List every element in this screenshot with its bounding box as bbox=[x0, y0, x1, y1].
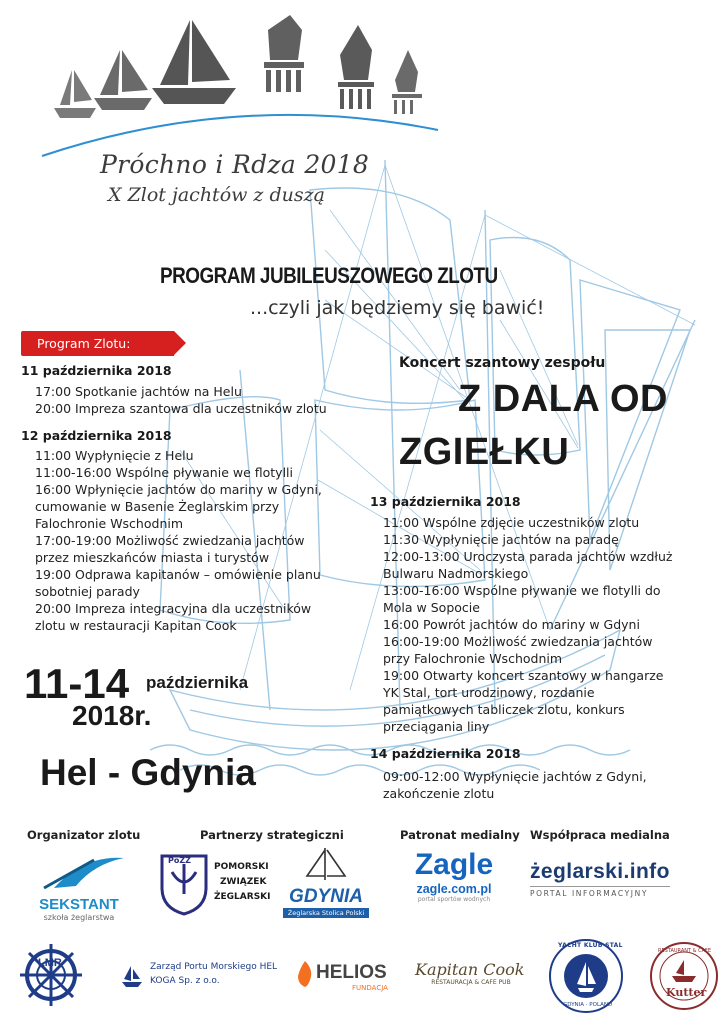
day-2-event: cumowanie w Basenie Żeglarskim przy bbox=[35, 499, 280, 514]
day-3-event: przy Falochronie Wschodnim bbox=[383, 651, 563, 666]
band-name-line-2: ZGIEŁKU bbox=[399, 431, 570, 473]
day-2-event: 11:00 Wypłynięcie z Helu bbox=[35, 448, 194, 463]
day-2-event: Falochronie Wschodnim bbox=[35, 516, 184, 531]
sekstant-logo[interactable] bbox=[24, 850, 134, 920]
sekstant-name: SEKSTANT bbox=[39, 896, 119, 913]
port-ship-icon bbox=[120, 964, 144, 988]
day-2-event: 16:00 Wpłynięcie jachtów do mariny w Gdyni, bbox=[35, 482, 322, 497]
lmr-helm-icon bbox=[18, 942, 84, 1008]
day-2-event: 20:00 Impreza integracyjna dla uczestników bbox=[35, 601, 312, 616]
day-3-event: 13:00-16:00 Wspólne pływanie we flotylli do bbox=[383, 583, 661, 598]
zagle-url: zagle.com.pl bbox=[416, 882, 492, 896]
gdynia-name: GDYNIA bbox=[289, 886, 363, 907]
pzz-logo[interactable] bbox=[158, 848, 270, 918]
day-2-event: sobotniej parady bbox=[35, 584, 140, 599]
day-1-event: 20:00 Impreza szantowa dla uczestników zlotu bbox=[35, 401, 327, 416]
helios-tagline: FUNDACJA bbox=[352, 984, 388, 992]
helios-flame-icon bbox=[294, 960, 316, 988]
sekstant-tagline: szkoła żeglarstwa bbox=[43, 913, 115, 922]
yk-stal-name: YACHT KLUB STAL bbox=[558, 942, 623, 949]
zeglarski-info-logo[interactable] bbox=[530, 860, 710, 910]
zagle-tagline: portal sportów wodnych bbox=[417, 896, 491, 903]
pzz-line-2: ZWIĄZEK bbox=[220, 877, 267, 887]
pzz-badge: PoZŻ bbox=[168, 856, 191, 865]
route-title: Hel - Gdynia bbox=[40, 752, 256, 793]
day-1-date: 11 października 2018 bbox=[21, 363, 172, 378]
day-3-event: 16:00-19:00 Możliwość zwiedzania jachtów bbox=[383, 634, 653, 649]
pzz-line-1: POMORSKI bbox=[214, 862, 269, 872]
day-4-event: zakończenie zlotu bbox=[383, 786, 495, 801]
port-line-1: Zarząd Portu Morskiego HEL bbox=[150, 962, 278, 972]
organizer-heading: Organizator zlotu bbox=[27, 828, 141, 842]
gdynia-logo[interactable] bbox=[283, 846, 369, 918]
zagle-name: Zagle bbox=[414, 848, 494, 881]
day-3-event: 16:00 Powrót jachtów do mariny w Gdyni bbox=[383, 617, 640, 632]
kutter-name: Kutter bbox=[666, 986, 707, 999]
sekstant-sail-icon bbox=[24, 850, 134, 892]
kapitan-cook-tagline: RESTAURACJA & CAFE PUB bbox=[431, 979, 511, 986]
day-2-event: 11:00-16:00 Wspólne pływanie we flotylli bbox=[35, 465, 293, 480]
zeglarski-tagline: PORTAL INFORMACYJNY bbox=[530, 886, 670, 898]
program-subheading: ...czyli jak będziemy się bawić! bbox=[250, 297, 545, 319]
event-subtitle: X Zlot jachtów z duszą bbox=[108, 184, 325, 206]
day-4-event: 09:00-12:00 Wypłynięcie jachtów z Gdyni, bbox=[383, 769, 647, 784]
day-2-date: 12 października 2018 bbox=[21, 428, 172, 443]
band-name-line-1: Z DALA OD bbox=[458, 378, 668, 420]
yk-stal-city: GDYNIA · POLAND bbox=[563, 1002, 613, 1008]
day-1-event: 17:00 Spotkanie jachtów na Helu bbox=[35, 384, 242, 399]
partners-heading: Partnerzy strategiczni bbox=[200, 828, 344, 842]
kutter-logo[interactable] bbox=[648, 936, 720, 1016]
program-label-badge: Program Zlotu: bbox=[21, 331, 174, 356]
lmr-text: LMR bbox=[38, 957, 62, 969]
day-3-event: Bulwaru Nadmorskiego bbox=[383, 566, 529, 581]
port-hel-logo[interactable] bbox=[120, 960, 300, 994]
kapitan-cook-name: Kapitan Cook bbox=[415, 960, 525, 979]
pzz-line-3: ŻEGLARSKI bbox=[214, 892, 271, 902]
day-2-event: przez mieszkańców miasta i turystów bbox=[35, 550, 270, 565]
date-month: października bbox=[146, 673, 249, 692]
date-year: 2018r. bbox=[72, 700, 152, 731]
media-coop-heading: Współpraca medialna bbox=[530, 828, 670, 842]
port-line-2: KOGA Sp. z o.o. bbox=[150, 976, 220, 986]
day-3-event: Mola w Sopocie bbox=[383, 600, 480, 615]
helios-name: HELIOS bbox=[316, 962, 387, 983]
day-2-event: 17:00-19:00 Możliwość zwiedzania jachtów bbox=[35, 533, 305, 548]
concert-intro: Koncert szantowy zespołu bbox=[399, 355, 606, 371]
day-2-event: 19:00 Odprawa kapitanów – omówienie planu bbox=[35, 567, 321, 582]
zeglarski-name: żeglarski.info bbox=[530, 860, 670, 883]
yk-stal-logo[interactable] bbox=[546, 936, 626, 1016]
day-3-event: 12:00-13:00 Uroczysta parada jachtów wzdłuż bbox=[383, 549, 673, 564]
kutter-ring-text: RESTAURANT & CAFE bbox=[658, 948, 712, 954]
program-heading: PROGRAM JUBILEUSZOWEGO ZLOTU bbox=[160, 263, 498, 288]
day-3-event: YK Stal, tort urodzinowy, rozdanie bbox=[383, 685, 595, 700]
day-3-date: 13 października 2018 bbox=[370, 494, 521, 509]
day-3-event: 11:30 Wypłynięcie jachtów na paradę bbox=[383, 532, 619, 547]
day-3-event: 11:00 Wspólne zdjęcie uczestników zlotu bbox=[383, 515, 640, 530]
date-range: 11-14 bbox=[24, 660, 130, 707]
day-3-event: przeciągania liny bbox=[383, 719, 490, 734]
day-4-date: 14 października 2018 bbox=[370, 746, 521, 761]
media-patron-heading: Patronat medialny bbox=[400, 828, 520, 842]
lmr-logo[interactable] bbox=[18, 942, 84, 1008]
gdynia-tagline: Żeglarska Stolica Polski bbox=[283, 908, 369, 918]
gdynia-sail-icon bbox=[283, 846, 369, 882]
day-3-event: 19:00 Otwarty koncert szantowy w hangarze bbox=[383, 668, 664, 683]
day-2-event: zlotu w restauracji Kapitan Cook bbox=[35, 618, 237, 633]
zagle-logo[interactable] bbox=[404, 848, 504, 918]
kapitan-cook-logo[interactable] bbox=[415, 960, 527, 994]
day-3-event: pamiątkowych tabliczek zlotu, konkurs bbox=[383, 702, 625, 717]
helios-logo[interactable] bbox=[294, 956, 398, 996]
event-title: Próchno i Rdza 2018 bbox=[100, 150, 370, 179]
